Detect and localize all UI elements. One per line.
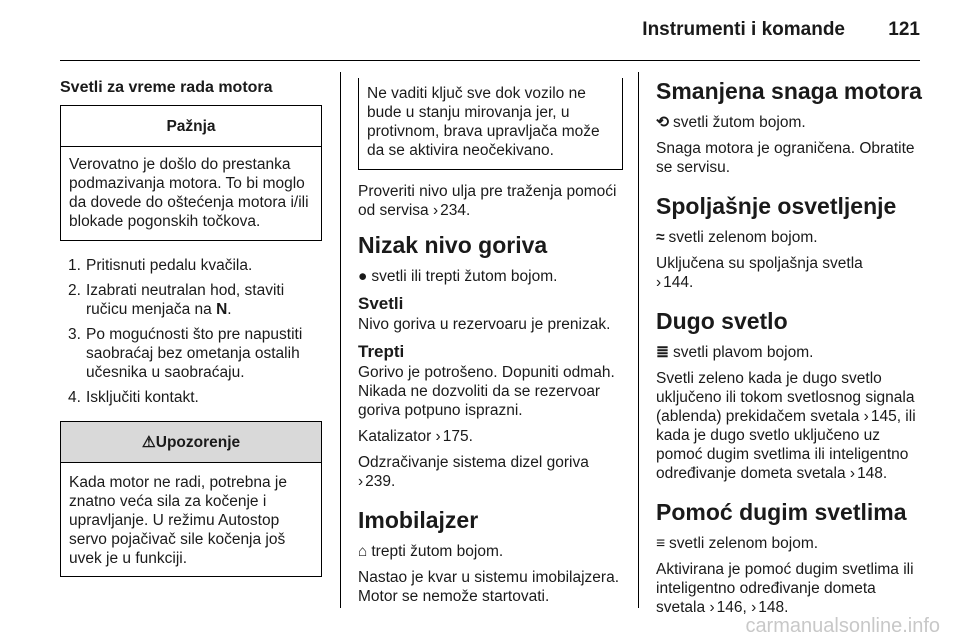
exterior-light-indicator: ≈ svetli zelenom bojom. xyxy=(656,229,818,246)
fuel-level-icon: ● xyxy=(358,268,368,285)
reduced-power-heading: Smanjena snaga motora xyxy=(656,78,922,104)
warning-title: Upozorenje xyxy=(155,434,241,451)
reduced-power-text: Snaga motora je ograničena. Obratite se servisu. xyxy=(656,140,915,176)
list-item: 3. Po mogućnosti što pre napustiti saobraćaj bez ometanja ostalih učesnika u saobraćaju. xyxy=(68,326,303,381)
high-beam-assist-text: Aktivirana je pomoć dugim svetlima ili inteligentno određivanje dometa svetala › 146, › 148. xyxy=(656,561,914,616)
reference-arrow-icon: › xyxy=(358,473,364,490)
immobilizer-key-icon: ⌂ xyxy=(358,543,368,560)
exterior-light-heading: Spoljašnje osvetljenje xyxy=(656,193,897,219)
column-divider-1 xyxy=(340,72,341,608)
warning-text: Kada motor ne radi, potrebna je znatno veća sila za kočenje i upravljanje. U režimu Autostop servo pojačivač sile kočenja još uvek je u funkciji. xyxy=(69,474,287,567)
reference-arrow-icon: › xyxy=(709,599,715,616)
high-beam-assist-indicator: ≡ svetli zelenom bojom. xyxy=(656,535,819,552)
notice-box-continued xyxy=(358,78,623,170)
list-item: 4. Isključiti kontakt. xyxy=(68,389,199,406)
immobilizer-heading: Imobilajzer xyxy=(358,507,479,533)
notice-title: Pažnja xyxy=(61,106,321,147)
exterior-light-text: Uključena su spoljašnja svetla › 144. xyxy=(656,255,863,291)
lit-heading: Svetli xyxy=(358,294,404,313)
lit-text: Nivo goriva u rezervoaru je prenizak. xyxy=(358,316,611,333)
reference-arrow-icon: › xyxy=(849,465,856,482)
reference-arrow-icon: › xyxy=(656,274,662,291)
bleed-ref: Odzračivanje sistema dizel goriva › 239. xyxy=(358,454,589,490)
blink-text: Gorivo je potrošeno. Dopuniti odmah. Nikada ne dozvoliti da se rezervoar goriva potpuno isprazni. xyxy=(358,364,615,419)
page-number: 121 xyxy=(888,19,920,40)
warning-header xyxy=(61,422,321,463)
immobilizer-text: Nastao je kvar u sistemu imobilajzera. Motor se nemože startovati. xyxy=(358,569,620,605)
column-1 xyxy=(60,78,322,577)
column-divider-2 xyxy=(638,72,639,608)
oil-check-paragraph: Proveriti nivo ulja pre traženja pomoći od servisa › 234. xyxy=(358,183,617,219)
reference-arrow-icon: › xyxy=(432,202,439,219)
high-beam-icon: ≣ xyxy=(656,344,669,361)
high-beam-assist-icon: ≡ xyxy=(656,535,666,552)
fuel-heading: Nizak nivo goriva xyxy=(358,232,548,258)
reduced-power-indicator: ⟲ svetli žutom bojom. xyxy=(656,114,806,131)
high-beam-indicator: ≣ svetli plavom bojom. xyxy=(656,344,814,361)
warning-icon: ⚠ xyxy=(141,434,156,451)
exterior-light-icon: ≈ xyxy=(656,229,665,246)
list-item: 2. Izabrati neutralan hod, staviti ručicu menjača na N. xyxy=(68,282,285,318)
catalyst-ref: Katalizator › 175. xyxy=(358,428,473,445)
immobilizer-indicator: ⌂ trepti žutom bojom. xyxy=(358,543,504,560)
watermark: carmanualsonline.info xyxy=(745,615,940,637)
blink-heading: Trepti xyxy=(358,342,405,361)
notice-box xyxy=(60,105,322,241)
reference-arrow-icon: › xyxy=(435,428,441,445)
high-beam-assist-heading: Pomoć dugim svetlima xyxy=(656,499,907,525)
warning-box xyxy=(60,421,322,577)
high-beam-heading: Dugo svetlo xyxy=(656,308,788,334)
section-title: Svetli za vreme rada motora xyxy=(60,79,273,96)
step-list xyxy=(60,256,322,407)
list-item: 1. Pritisnuti pedalu kvačila. xyxy=(68,257,253,274)
column-3 xyxy=(656,78,922,624)
high-beam-text: Svetli zeleno kada je dugo svetlo uključeno ili tokom svetlosnog signala (ablenda) prekidačem svetala › 145, ili kada je dugo svetlo uključeno uz pomoć dugim svetlima ili inteligentno određivanje dometa svetala › 148. xyxy=(656,370,916,482)
engine-power-icon: ⟲ xyxy=(656,114,669,131)
column-2 xyxy=(358,78,623,613)
reference-arrow-icon: › xyxy=(863,408,869,425)
notice-continued-text: Ne vaditi ključ sve dok vozilo ne bude u stanju mirovanja jer, u protivnom, brava upravljača može da se aktivira neočekivano. xyxy=(367,85,600,159)
notice-text: Verovatno je došlo do prestanka podmazivanja motora. To bi moglo da dovede do oštećenja motora i/ili blokade pogonskih točkova. xyxy=(69,156,309,230)
header-divider xyxy=(60,60,920,61)
reference-arrow-icon: › xyxy=(751,599,757,616)
page-header-title: Instrumenti i komande xyxy=(642,19,845,40)
fuel-indicator: ● svetli ili trepti žutom bojom. xyxy=(358,268,558,285)
